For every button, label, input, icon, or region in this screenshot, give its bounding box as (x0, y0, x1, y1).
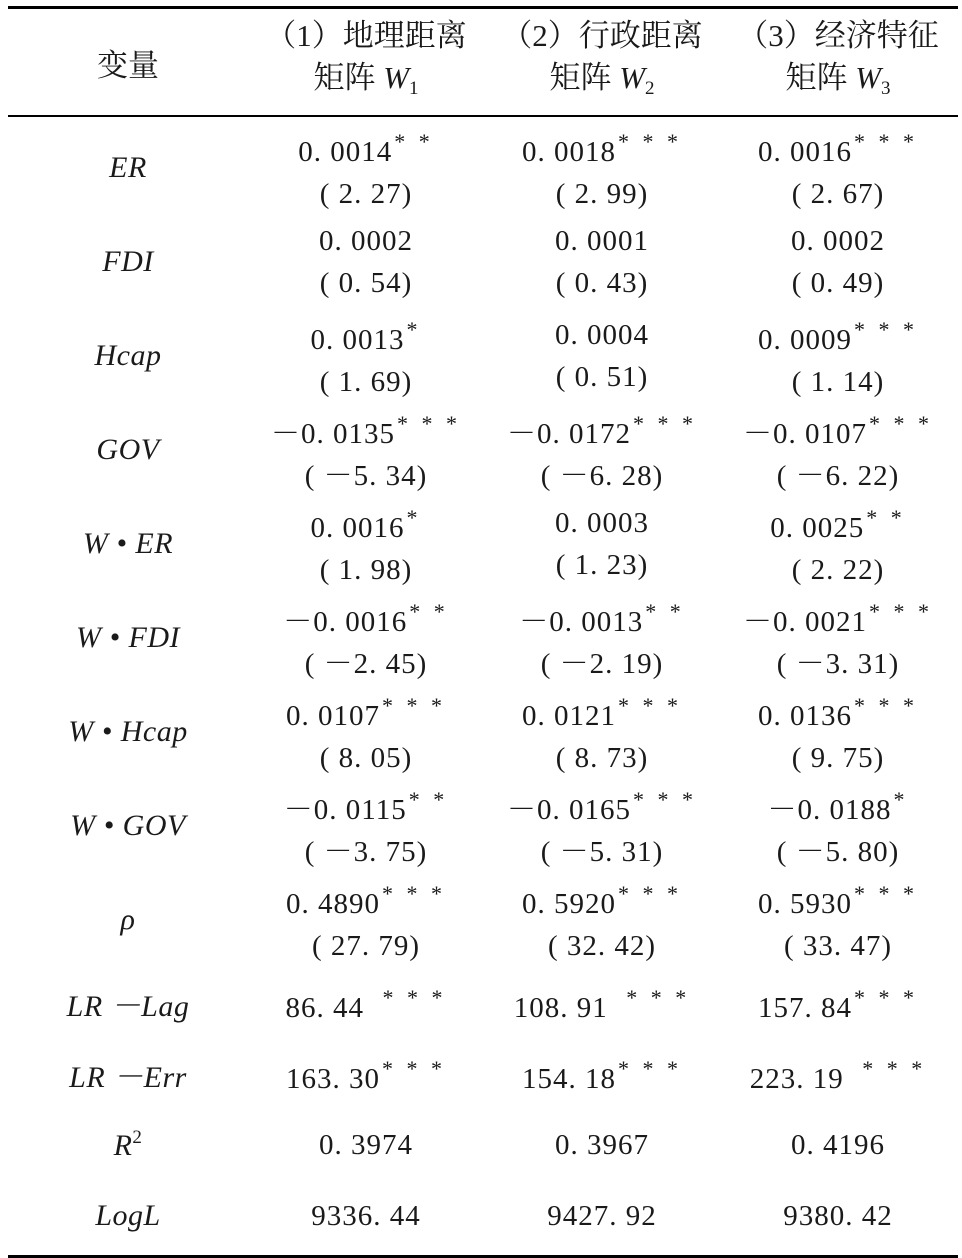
statistic (248, 1048, 484, 1100)
statistic (484, 1195, 720, 1237)
t-statistic: ( －6. 22) (776, 460, 900, 492)
t-statistic: ( 0. 54) (319, 267, 413, 299)
coefficient-value: 0. 0009 (758, 324, 852, 356)
table-cell (484, 314, 720, 398)
significance-stars: * * (394, 129, 434, 154)
table-cell (720, 1048, 956, 1100)
table-cell (720, 1195, 956, 1237)
coefficient (484, 685, 720, 737)
coefficient (248, 309, 484, 361)
variable-name: ER (109, 151, 147, 184)
coefficient-value: 0. 5930 (758, 888, 852, 920)
coefficient-value: 0. 0014 (298, 136, 393, 168)
t-statistic: ( 2. 67) (791, 178, 885, 210)
statistic (484, 1048, 720, 1100)
table-cell (248, 497, 484, 591)
statistic-value: 9380. 42 (783, 1199, 893, 1232)
column-header-1-line2 (248, 57, 484, 110)
table-cell (484, 977, 720, 1029)
significance-stars: * * (408, 787, 449, 812)
table-row (8, 1038, 958, 1109)
table-cell (720, 779, 956, 873)
table-row (8, 1180, 958, 1251)
statistic (720, 1124, 956, 1166)
statistic (484, 977, 720, 1029)
table-row (8, 215, 958, 309)
coefficient-value: 0. 0013 (310, 324, 405, 356)
table-cell (248, 403, 484, 497)
variable-name: W • ER (82, 527, 174, 560)
coefficient (484, 121, 720, 173)
statistic-value: 9336. 44 (311, 1199, 421, 1232)
table-row (8, 403, 958, 497)
coefficient (720, 220, 956, 262)
matrix-label: 矩阵 (549, 59, 612, 95)
table-cell (248, 685, 484, 779)
coefficient (720, 591, 956, 643)
t-statistic: ( －5. 80) (776, 836, 900, 868)
coefficient-value: －0. 0165 (506, 794, 631, 826)
coefficient (248, 403, 484, 455)
t-statistic: ( 27. 79) (311, 930, 421, 962)
table-cell (248, 873, 484, 967)
t-statistic: ( 8. 73) (555, 742, 649, 774)
table-row (8, 779, 958, 873)
significance-stars: * * * (618, 881, 682, 906)
variable-name (8, 981, 248, 1025)
variable-name: FDI (102, 245, 154, 278)
variable-name: Hcap (94, 339, 162, 372)
coefficient (248, 685, 484, 737)
table-row (8, 967, 958, 1038)
significance-stars: * * * (382, 881, 446, 906)
statistic (248, 977, 484, 1029)
t-statistic: ( 33. 47) (783, 930, 893, 962)
coefficient-value: －0. 0021 (742, 606, 867, 638)
t-statistic: ( 1. 98) (319, 554, 413, 586)
table-cell (720, 309, 956, 403)
table-cell (484, 121, 720, 215)
coefficient-value: 0. 0018 (522, 136, 616, 168)
column-header-1 (248, 15, 484, 110)
t-statistic: ( 9. 75) (791, 742, 885, 774)
variable-name-text: LR －Lag (66, 989, 190, 1023)
statistic-value: 223. 19 (749, 1062, 861, 1095)
column-header-1-line1: （1）地理距离 (265, 17, 467, 53)
table-row (8, 591, 958, 685)
coefficient (484, 403, 720, 455)
t-statistic: ( 2. 99) (555, 178, 649, 210)
variable-name (8, 1052, 248, 1096)
coefficient (484, 873, 720, 925)
weight-subscript: 2 (645, 77, 655, 99)
significance-stars: * * * (854, 984, 918, 1010)
t-statistic: ( 0. 51) (555, 361, 649, 393)
table-row (8, 309, 958, 403)
table-body (8, 117, 958, 1255)
coefficient (248, 497, 484, 549)
significance-stars: * * * (618, 129, 682, 154)
t-statistic: ( 1. 23) (555, 549, 649, 581)
table-cell (720, 873, 956, 967)
significance-stars: * * * (854, 317, 918, 342)
statistic (248, 1195, 484, 1237)
coefficient-value: 0. 0025 (770, 512, 865, 544)
regression-table (8, 6, 958, 1258)
table-cell (248, 977, 484, 1029)
coefficient-value: 0. 0004 (555, 319, 649, 351)
table-row (8, 873, 958, 967)
coefficient-value: 0. 0003 (555, 507, 649, 539)
column-header-2-line1: （2）行政距离 (501, 17, 703, 53)
table-cell (720, 1124, 956, 1166)
table-cell (720, 977, 956, 1029)
significance-stars: * * * (854, 129, 918, 154)
table-cell (720, 497, 956, 591)
significance-stars: * * * (633, 411, 697, 436)
t-statistic: ( 2. 27) (319, 178, 413, 210)
table-cell (484, 502, 720, 586)
t-statistic: ( 2. 22) (791, 554, 885, 586)
table-header (8, 9, 958, 115)
statistic-value: 108. 91 (513, 991, 625, 1024)
coefficient-value: －0. 0172 (506, 418, 631, 450)
variable-header (8, 40, 248, 85)
t-statistic: ( －2. 45) (304, 648, 428, 680)
coefficient-value: 0. 0107 (286, 700, 380, 732)
column-header-2 (484, 15, 720, 110)
significance-stars: * * * (854, 693, 918, 718)
variable-header-label: 变量 (97, 47, 159, 83)
table-cell (484, 1048, 720, 1100)
variable-name: ρ (120, 903, 136, 936)
weight-subscript: 1 (409, 77, 419, 99)
table-row (8, 121, 958, 215)
significance-stars: * * * (618, 1055, 682, 1081)
coefficient (484, 314, 720, 356)
weight-symbol: W (383, 59, 410, 95)
table-cell (720, 220, 956, 304)
table-cell (720, 403, 956, 497)
t-statistic: ( －3. 31) (776, 648, 900, 680)
coefficient (248, 779, 484, 831)
t-statistic: ( 1. 14) (791, 366, 885, 398)
matrix-label: 矩阵 (313, 59, 376, 95)
coefficient-value: －0. 0188 (767, 794, 892, 826)
coefficient (248, 873, 484, 925)
t-statistic: ( 32. 42) (547, 930, 657, 962)
statistic (248, 1124, 484, 1166)
coefficient (720, 873, 956, 925)
significance-stars: * * (409, 599, 449, 624)
variable-name-text: LR －Err (69, 1060, 187, 1094)
variable-name: W • FDI (76, 621, 180, 654)
statistic-value: 9427. 92 (547, 1199, 657, 1232)
variable-name: GOV (96, 433, 160, 466)
table-row (8, 685, 958, 779)
significance-stars: * * * (382, 1055, 446, 1081)
table-cell (720, 685, 956, 779)
t-statistic: ( －6. 28) (540, 460, 664, 492)
significance-stars: * * * (633, 787, 697, 812)
significance-stars: * * (645, 599, 685, 624)
significance-stars: * * * (382, 693, 446, 718)
statistic-value: 0. 3967 (555, 1128, 649, 1161)
coefficient (484, 779, 720, 831)
table-cell (720, 121, 956, 215)
significance-stars: * * * (397, 411, 461, 436)
statistic-value: 0. 4196 (791, 1128, 885, 1161)
table-cell (484, 1124, 720, 1166)
coefficient-value: 0. 0001 (555, 225, 649, 257)
coefficient (720, 497, 956, 549)
significance-stars: * (406, 317, 422, 342)
table-cell (248, 1124, 484, 1166)
weight-symbol: W (619, 59, 646, 95)
column-header-3-line1: （3）经济特征 (737, 17, 939, 53)
t-statistic: ( 1. 69) (319, 366, 413, 398)
significance-stars: * * * (869, 599, 933, 624)
table-cell (248, 309, 484, 403)
variable-superscript: 2 (132, 1126, 143, 1148)
variable-name (8, 1127, 248, 1163)
table-cell (248, 121, 484, 215)
coefficient (248, 121, 484, 173)
coefficient-value: 0. 0002 (791, 225, 885, 257)
t-statistic: ( －5. 31) (540, 836, 664, 868)
variable-name: W • GOV (70, 809, 186, 842)
table-cell (248, 1195, 484, 1237)
coefficient (720, 403, 956, 455)
significance-stars: * (893, 787, 909, 812)
coefficient-value: －0. 0107 (742, 418, 867, 450)
coefficient (484, 502, 720, 544)
coefficient-value: －0. 0115 (283, 794, 407, 826)
coefficient-value: －0. 0013 (519, 606, 644, 638)
coefficient-value: 0. 0016 (758, 136, 852, 168)
table-cell (484, 220, 720, 304)
statistic (484, 1124, 720, 1166)
statistic (720, 1195, 956, 1237)
coefficient (720, 121, 956, 173)
variable-name: W • Hcap (68, 715, 188, 748)
t-statistic: ( 0. 43) (555, 267, 649, 299)
coefficient-value: 0. 0002 (319, 225, 413, 257)
t-statistic: ( －5. 34) (304, 460, 428, 492)
table-row (8, 497, 958, 591)
significance-stars: * * * (382, 984, 447, 1010)
coefficient (720, 309, 956, 361)
statistic-value: 157. 84 (758, 991, 852, 1024)
statistic-value: 154. 18 (522, 1062, 616, 1095)
coefficient-value: 0. 5920 (522, 888, 616, 920)
table-cell (248, 220, 484, 304)
significance-stars: * * * (626, 984, 691, 1010)
variable-name-text: R (113, 1128, 133, 1162)
table-cell (248, 779, 484, 873)
column-header-3-line2 (720, 57, 956, 110)
column-header-3 (720, 15, 956, 110)
table-cell (484, 685, 720, 779)
t-statistic: ( 8. 05) (319, 742, 413, 774)
statistic (720, 977, 956, 1029)
variable-name (8, 1199, 248, 1233)
variable-name-text: LogL (95, 1198, 161, 1232)
coefficient (484, 220, 720, 262)
statistic-value: 163. 30 (286, 1062, 380, 1095)
weight-subscript: 3 (881, 77, 891, 99)
coefficient-value: －0. 0135 (270, 418, 395, 450)
significance-stars: * * * (869, 411, 933, 436)
t-statistic: ( －2. 19) (540, 648, 664, 680)
table-cell (484, 779, 720, 873)
weight-symbol: W (855, 59, 882, 95)
table-cell (248, 591, 484, 685)
table-cell (484, 873, 720, 967)
coefficient (484, 591, 720, 643)
t-statistic: ( 0. 49) (791, 267, 885, 299)
coefficient (720, 685, 956, 737)
table-cell (248, 1048, 484, 1100)
matrix-label: 矩阵 (785, 59, 848, 95)
table-cell (720, 591, 956, 685)
table-cell (484, 591, 720, 685)
significance-stars: * * * (862, 1055, 927, 1081)
coefficient-value: 0. 0016 (310, 512, 405, 544)
statistic (720, 1048, 956, 1100)
coefficient (248, 591, 484, 643)
statistic-value: 0. 3974 (319, 1128, 413, 1161)
coefficient (720, 779, 956, 831)
table-cell (484, 403, 720, 497)
coefficient-value: 0. 4890 (286, 888, 380, 920)
significance-stars: * * * (854, 881, 918, 906)
coefficient-value: －0. 0016 (283, 606, 408, 638)
coefficient-value: 0. 0121 (522, 700, 616, 732)
significance-stars: * * * (618, 693, 682, 718)
significance-stars: * (406, 505, 422, 530)
statistic-value: 86. 44 (285, 991, 381, 1024)
t-statistic: ( －3. 75) (304, 836, 428, 868)
significance-stars: * * (866, 505, 906, 530)
table-row (8, 1109, 958, 1180)
coefficient-value: 0. 0136 (758, 700, 852, 732)
coefficient (248, 220, 484, 262)
table-cell (484, 1195, 720, 1237)
column-header-2-line2 (484, 57, 720, 110)
